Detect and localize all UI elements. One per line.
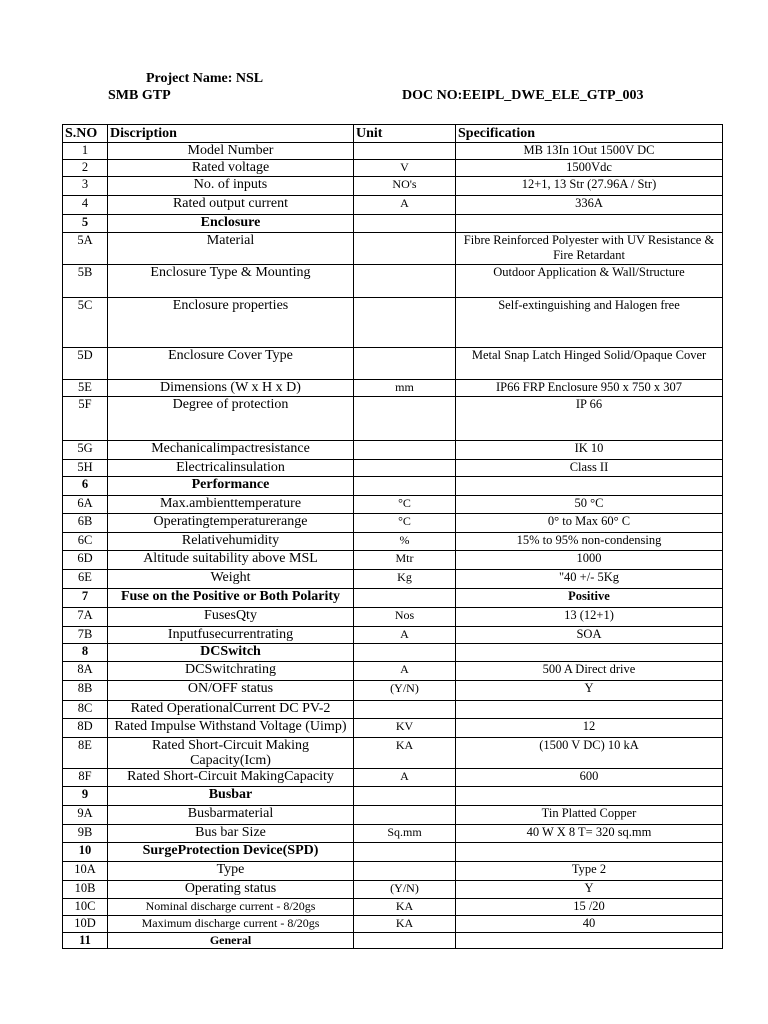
row-specification: 40 W X 8 T= 320 sq.mm [456, 825, 723, 843]
table-row [63, 380, 723, 397]
row-description: Performance [108, 477, 354, 496]
row-unit: NO's [354, 177, 456, 196]
table-row [63, 806, 723, 825]
row-description: Weight [108, 570, 354, 589]
row-specification: SOA [456, 627, 723, 644]
row-number: 6E [63, 570, 108, 589]
table-row [63, 881, 723, 899]
row-number: 5H [63, 460, 108, 477]
row-unit: Nos [354, 608, 456, 627]
row-number: 10B [63, 881, 108, 899]
row-number: 8 [63, 644, 108, 662]
row-unit: A [354, 662, 456, 681]
row-number: 9B [63, 825, 108, 843]
row-number: 8B [63, 681, 108, 701]
row-unit: A [354, 769, 456, 787]
table-row [63, 589, 723, 608]
table-row [63, 265, 723, 298]
row-unit [354, 477, 456, 496]
row-unit: Sq.mm [354, 825, 456, 843]
row-specification: IP 66 [456, 397, 723, 441]
row-description: DCSwitchrating [108, 662, 354, 681]
table-row [63, 719, 723, 738]
row-description: No. of inputs [108, 177, 354, 196]
row-unit [354, 787, 456, 806]
column-header-specification: Specification [456, 125, 723, 143]
row-unit: A [354, 627, 456, 644]
table-row [63, 196, 723, 215]
row-description: Altitude suitability above MSL [108, 551, 354, 570]
row-number: 8F [63, 769, 108, 787]
row-description: Max.ambienttemperature [108, 496, 354, 514]
row-description: ON/OFF status [108, 681, 354, 701]
row-number: 2 [63, 160, 108, 177]
row-description: Operatingtemperaturerange [108, 514, 354, 533]
row-number: 8D [63, 719, 108, 738]
row-description: FusesQty [108, 608, 354, 627]
table-row [63, 899, 723, 916]
row-description: Nominal discharge current - 8/20gs [108, 899, 354, 916]
row-number: 10C [63, 899, 108, 916]
row-unit [354, 644, 456, 662]
row-number: 7A [63, 608, 108, 627]
table-row [63, 397, 723, 441]
row-unit: (Y/N) [354, 881, 456, 899]
row-number: 6A [63, 496, 108, 514]
row-number: 4 [63, 196, 108, 215]
row-unit: °C [354, 496, 456, 514]
row-number: 7B [63, 627, 108, 644]
row-unit [354, 143, 456, 160]
row-specification: 500 A Direct drive [456, 662, 723, 681]
row-specification: 15% to 95% non-condensing [456, 533, 723, 551]
row-number: 5C [63, 298, 108, 348]
row-description: Fuse on the Positive or Both Polarity [108, 589, 354, 608]
row-description: Enclosure Cover Type [108, 348, 354, 380]
table-row [63, 298, 723, 348]
table-row [63, 551, 723, 570]
row-number: 5 [63, 215, 108, 233]
row-description: Rated OperationalCurrent DC PV-2 [108, 701, 354, 719]
row-specification: IK 10 [456, 441, 723, 460]
row-specification: 15 /20 [456, 899, 723, 916]
table-row [63, 441, 723, 460]
row-unit: (Y/N) [354, 681, 456, 701]
row-specification [456, 933, 723, 949]
row-unit [354, 843, 456, 862]
row-specification [456, 843, 723, 862]
row-number: 5E [63, 380, 108, 397]
row-unit: KA [354, 899, 456, 916]
row-specification [456, 787, 723, 806]
row-unit [354, 589, 456, 608]
table-row [63, 233, 723, 265]
row-number: 7 [63, 589, 108, 608]
row-number: 5A [63, 233, 108, 265]
row-description: Busbar [108, 787, 354, 806]
row-specification: Y [456, 681, 723, 701]
document-number: DOC NO:EEIPL_DWE_ELE_GTP_003 [402, 88, 644, 103]
row-specification: Y [456, 881, 723, 899]
row-description: General [108, 933, 354, 949]
row-specification [456, 215, 723, 233]
row-unit [354, 862, 456, 881]
column-header-sno: S.NO [63, 125, 108, 143]
row-description: Rated Impulse Withstand Voltage (Uimp) [108, 719, 354, 738]
row-unit: °C [354, 514, 456, 533]
row-unit: A [354, 196, 456, 215]
row-specification: 13 (12+1) [456, 608, 723, 627]
row-unit: V [354, 160, 456, 177]
row-unit: KA [354, 738, 456, 769]
row-number: 10A [63, 862, 108, 881]
row-unit: Kg [354, 570, 456, 589]
row-number: 6 [63, 477, 108, 496]
table-row [63, 916, 723, 933]
row-number: 8A [63, 662, 108, 681]
row-description: Enclosure properties [108, 298, 354, 348]
row-description: DCSwitch [108, 644, 354, 662]
row-description: Electricalinsulation [108, 460, 354, 477]
table-row [63, 644, 723, 662]
row-unit [354, 933, 456, 949]
row-description: Rated output current [108, 196, 354, 215]
row-number: 3 [63, 177, 108, 196]
row-number: 11 [63, 933, 108, 949]
row-unit [354, 441, 456, 460]
row-description: Enclosure Type & Mounting [108, 265, 354, 298]
row-description: Inputfusecurrentrating [108, 627, 354, 644]
row-description: Rated voltage [108, 160, 354, 177]
row-specification: 1500Vdc [456, 160, 723, 177]
row-number: 5F [63, 397, 108, 441]
table-row [63, 933, 723, 949]
table-row [63, 514, 723, 533]
row-number: 5D [63, 348, 108, 380]
row-number: 9A [63, 806, 108, 825]
row-description: Maximum discharge current - 8/20gs [108, 916, 354, 933]
table-row [63, 215, 723, 233]
table-header-row [63, 125, 723, 143]
table-row [63, 825, 723, 843]
row-specification: 336A [456, 196, 723, 215]
gtp-table [62, 124, 723, 949]
row-specification: MB 13In 1Out 1500V DC [456, 143, 723, 160]
row-number: 1 [63, 143, 108, 160]
row-specification: 12 [456, 719, 723, 738]
row-number: 6C [63, 533, 108, 551]
table-body [63, 143, 723, 949]
table-row [63, 477, 723, 496]
table-row [63, 843, 723, 862]
row-unit [354, 215, 456, 233]
row-specification: 1000 [456, 551, 723, 570]
row-unit: Mtr [354, 551, 456, 570]
column-header-description: Discription [108, 125, 354, 143]
row-unit [354, 265, 456, 298]
table-row [63, 738, 723, 769]
row-specification [456, 701, 723, 719]
row-number: 5B [63, 265, 108, 298]
row-description: Relativehumidity [108, 533, 354, 551]
row-specification: Positive [456, 589, 723, 608]
row-specification: 600 [456, 769, 723, 787]
row-specification: Class II [456, 460, 723, 477]
table-row [63, 160, 723, 177]
row-description: Busbarmaterial [108, 806, 354, 825]
row-specification: 0° to Max 60° C [456, 514, 723, 533]
row-unit: % [354, 533, 456, 551]
row-specification [456, 644, 723, 662]
row-unit [354, 806, 456, 825]
row-unit [354, 298, 456, 348]
row-number: 9 [63, 787, 108, 806]
row-unit [354, 701, 456, 719]
row-specification: Fibre Reinforced Polyester with UV Resistance & Fire Retardant [456, 233, 723, 265]
table-row [63, 862, 723, 881]
row-number: 6D [63, 551, 108, 570]
table-row [63, 787, 723, 806]
table-row [63, 681, 723, 701]
table-row [63, 143, 723, 160]
row-unit [354, 348, 456, 380]
table-row [63, 177, 723, 196]
row-number: 10 [63, 843, 108, 862]
row-description: Enclosure [108, 215, 354, 233]
table-row [63, 701, 723, 719]
row-specification: Outdoor Application & Wall/Structure [456, 265, 723, 298]
row-specification: IP66 FRP Enclosure 950 x 750 x 307 [456, 380, 723, 397]
row-description: Rated Short-Circuit MakingCapacity [108, 769, 354, 787]
row-specification: "40 +/- 5Kg [456, 570, 723, 589]
row-specification [456, 477, 723, 496]
row-description: Bus bar Size [108, 825, 354, 843]
row-unit: KV [354, 719, 456, 738]
row-specification: 12+1, 13 Str (27.96A / Str) [456, 177, 723, 196]
row-number: 8C [63, 701, 108, 719]
row-unit: KA [354, 916, 456, 933]
row-description: SurgeProtection Device(SPD) [108, 843, 354, 862]
row-number: 6B [63, 514, 108, 533]
row-number: 5G [63, 441, 108, 460]
table-row [63, 533, 723, 551]
row-specification: 40 [456, 916, 723, 933]
table-row [63, 769, 723, 787]
row-specification: Self-extinguishing and Halogen free [456, 298, 723, 348]
row-description: Degree of protection [108, 397, 354, 441]
row-specification: 50 °C [456, 496, 723, 514]
row-description: Operating status [108, 881, 354, 899]
table-row [63, 662, 723, 681]
document-title: SMB GTP [108, 88, 171, 103]
row-specification: Type 2 [456, 862, 723, 881]
table-row [63, 608, 723, 627]
table-row [63, 570, 723, 589]
row-specification: Tin Platted Copper [456, 806, 723, 825]
row-description: Type [108, 862, 354, 881]
row-specification: Metal Snap Latch Hinged Solid/Opaque Cover [456, 348, 723, 380]
row-unit [354, 233, 456, 265]
table-row [63, 348, 723, 380]
table-row [63, 627, 723, 644]
row-description: Mechanicalimpactresistance [108, 441, 354, 460]
row-description: Model Number [108, 143, 354, 160]
row-unit [354, 397, 456, 441]
row-number: 10D [63, 916, 108, 933]
row-description: Rated Short-Circuit Making Capacity(Icm) [108, 738, 354, 769]
project-name: Project Name: NSL [146, 71, 264, 86]
row-description: Material [108, 233, 354, 265]
table-row [63, 496, 723, 514]
column-header-unit: Unit [354, 125, 456, 143]
table-row [63, 460, 723, 477]
row-unit [354, 460, 456, 477]
row-unit: mm [354, 380, 456, 397]
row-specification: (1500 V DC) 10 kA [456, 738, 723, 769]
row-description: Dimensions (W x H x D) [108, 380, 354, 397]
row-number: 8E [63, 738, 108, 769]
